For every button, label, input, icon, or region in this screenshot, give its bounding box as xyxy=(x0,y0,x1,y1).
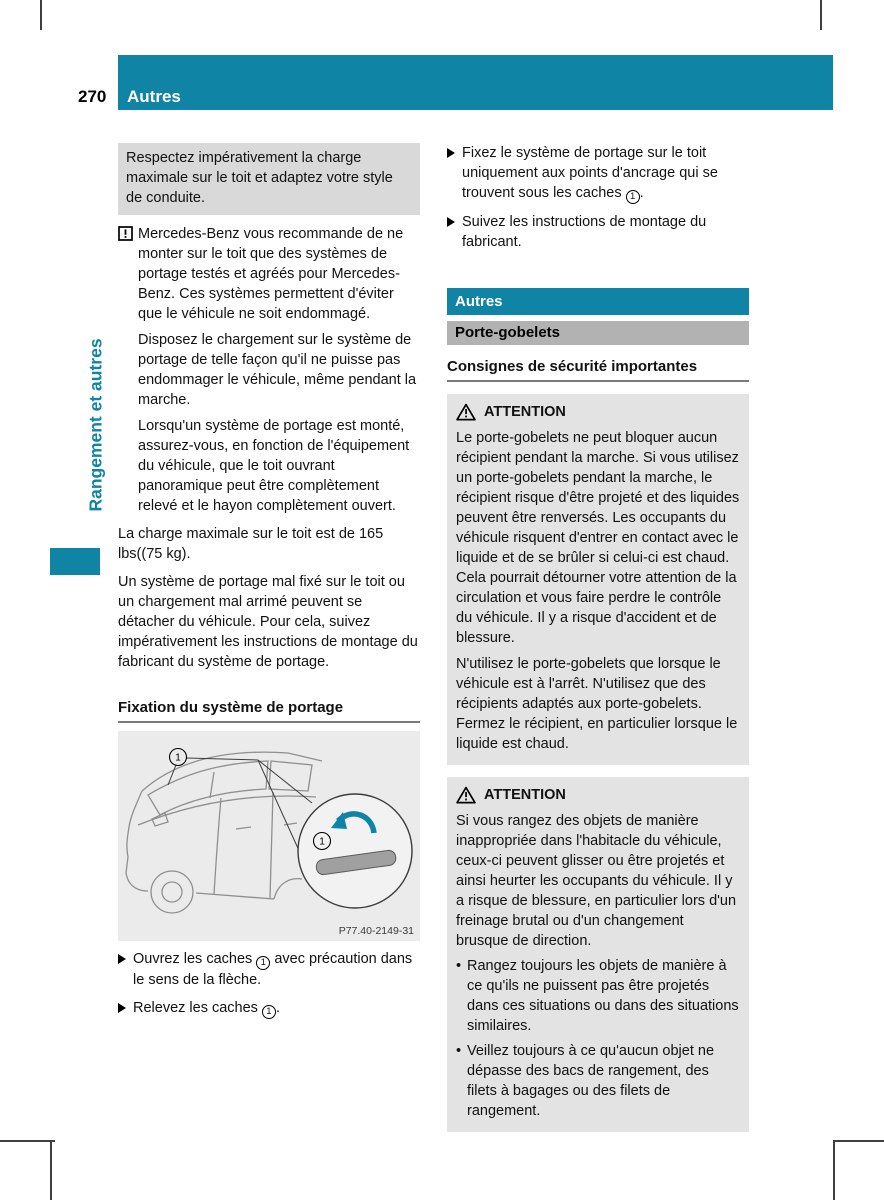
sidebar-chapter-label: Rangement et autres xyxy=(85,338,106,512)
page-number: 270 xyxy=(78,87,107,106)
step-arrow-icon xyxy=(447,217,455,227)
note-paragraph: Disposez le chargement sur le système de portage de telle façon qu'il ne puisse pas endommager le véhicule, même pendant la marche. xyxy=(138,332,417,408)
warning-paragraph: N'utilisez le porte-gobelets que lorsque le véhicule est à l'arrêt. N'utilisez que des récipients adaptés aux porte-gobelets. Fermez le récipient, en particulier lorsque le liquide est chaud. xyxy=(456,655,738,752)
warning-header xyxy=(456,785,740,805)
note-paragraph: Mercedes-Benz vous recommande de ne monter sur le toit que des systèmes de portage testés et agréés pour Mercedes-Benz. Ces systèmes permettent d'éviter que le véhicule ne soit endommagé. xyxy=(138,226,404,322)
material-damage-note xyxy=(118,224,420,516)
crop-mark xyxy=(833,1140,884,1142)
warning-bullet xyxy=(456,956,740,1036)
subsection-heading: Consignes de sécurité importantes xyxy=(447,357,749,382)
callout-1-marker: 1 xyxy=(256,956,270,970)
left-column xyxy=(118,143,420,1019)
body-paragraph: Un système de portage mal fixé sur le toit ou un chargement mal arrimé peuvent se détacher du véhicule. Pour cela, suivez impérativement les instructions de montage du fabricant du système de portage. xyxy=(118,574,418,670)
bullet-icon xyxy=(456,1041,467,1121)
step-arrow-icon xyxy=(447,148,455,158)
step-text xyxy=(462,143,749,204)
note-body xyxy=(138,224,420,516)
crop-mark xyxy=(820,0,822,30)
warning-bullet-text: Rangez toujours les objets de manière à ce qu'ils ne puissent pas être projetés dans ces situations ou dans des situations similaires. xyxy=(467,957,739,1034)
step-text-part: Relevez les caches xyxy=(133,999,262,1016)
warning-title: ATTENTION xyxy=(484,786,566,803)
warning-paragraph: Le porte-gobelets ne peut bloquer aucun récipient pendant la marche. Si vous utilisez un porte-gobelets pendant la marche, le récipient risque d'être projeté et des liquides peuvent être renversés. Les occupants du véhicule risquent d'entrer en contact avec le liquide et de se brûler si celui-ci est chaud. Cela pourrait détourner votre attention de la circulation et vous faire perdre le contrôle du véhicule. Il y a risque d'accident et de blessure. xyxy=(456,429,740,646)
warning-title: ATTENTION xyxy=(484,403,566,420)
step-text-part: avec précaution dans le sens de la flèche. xyxy=(133,951,413,988)
instruction-step xyxy=(447,143,749,204)
step-text-part: . xyxy=(275,999,280,1016)
bullet-icon xyxy=(456,956,467,1036)
warning-triangle-icon xyxy=(456,786,476,804)
step-text xyxy=(133,949,420,990)
body-paragraph: La charge maximale sur le toit est de 165 lbs((75 kg). xyxy=(118,526,384,562)
right-column xyxy=(447,143,749,1132)
callout-1-marker: 1 xyxy=(262,1005,276,1019)
chapter-title: Autres xyxy=(127,87,181,106)
step-text-part: . xyxy=(639,185,644,201)
crop-mark xyxy=(40,0,42,30)
step-text-part: Fixez le système de portage sur le toit uniquement aux points d'ancrage qui se trouvent sous les caches xyxy=(462,145,718,201)
instruction-step xyxy=(447,212,749,252)
crop-mark xyxy=(833,1140,835,1200)
callout-1-marker: 1 xyxy=(626,190,640,204)
header-band xyxy=(118,55,833,110)
warning-paragraph: Si vous rangez des objets de manière inappropriée dans l'habitacle du véhicule, ceux-ci peuvent glisser ou être projetés et ainsi heurter les occupants du véhicule. Il y a risque de blessure, en particulier lors d'un freinage brutal ou d'un changement brusque de direction. xyxy=(456,812,737,949)
magnifier-inset xyxy=(298,794,412,908)
section-heading: Fixation du système de portage xyxy=(118,698,420,723)
step-text: Suivez les instructions de montage du fabricant. xyxy=(462,213,707,250)
chapter-tab-marker xyxy=(50,548,100,575)
topic-section-bar: Porte-gobelets xyxy=(447,321,749,345)
chapter-section-bar: Autres xyxy=(447,288,749,315)
step-arrow-icon xyxy=(118,1003,126,1013)
crop-mark xyxy=(0,1140,55,1142)
material-damage-note-icon xyxy=(118,226,133,516)
warning-header xyxy=(456,402,740,422)
crop-mark xyxy=(50,1140,52,1200)
roof-carrier-illustration xyxy=(118,731,420,941)
figure-part-number: P77.40-2149-31 xyxy=(338,925,414,937)
warning-continuation-box xyxy=(118,143,420,215)
step-arrow-icon xyxy=(118,954,126,964)
intro-box-text: Respectez impérativement la charge maximale sur le toit et adaptez votre style de conduite. xyxy=(126,150,393,206)
warning-triangle-icon xyxy=(456,403,476,421)
roof-carrier-figure xyxy=(118,731,420,941)
note-paragraph: Lorsqu'un système de portage est monté, assurez-vous, en fonction de l'équipement du véhicule, que le toit ouvrant panoramique peut être complètement relevé et le hayon complètement ouvert. xyxy=(138,418,410,514)
callout-number: 1 xyxy=(319,836,325,848)
warning-bullet-text: Veillez toujours à ce qu'aucun objet ne dépasse des bacs de rangement, des filets à bagages ou des filets de rangement. xyxy=(467,1042,715,1119)
figure-callout-1 xyxy=(170,749,187,766)
warning-box xyxy=(447,777,749,1132)
step-text xyxy=(133,998,420,1019)
instruction-step xyxy=(118,949,420,990)
warning-box xyxy=(447,394,749,765)
warning-bullet xyxy=(456,1041,740,1121)
step-text-part: Ouvrez les caches xyxy=(133,951,257,967)
callout-number: 1 xyxy=(175,752,181,764)
instruction-step xyxy=(118,998,420,1019)
